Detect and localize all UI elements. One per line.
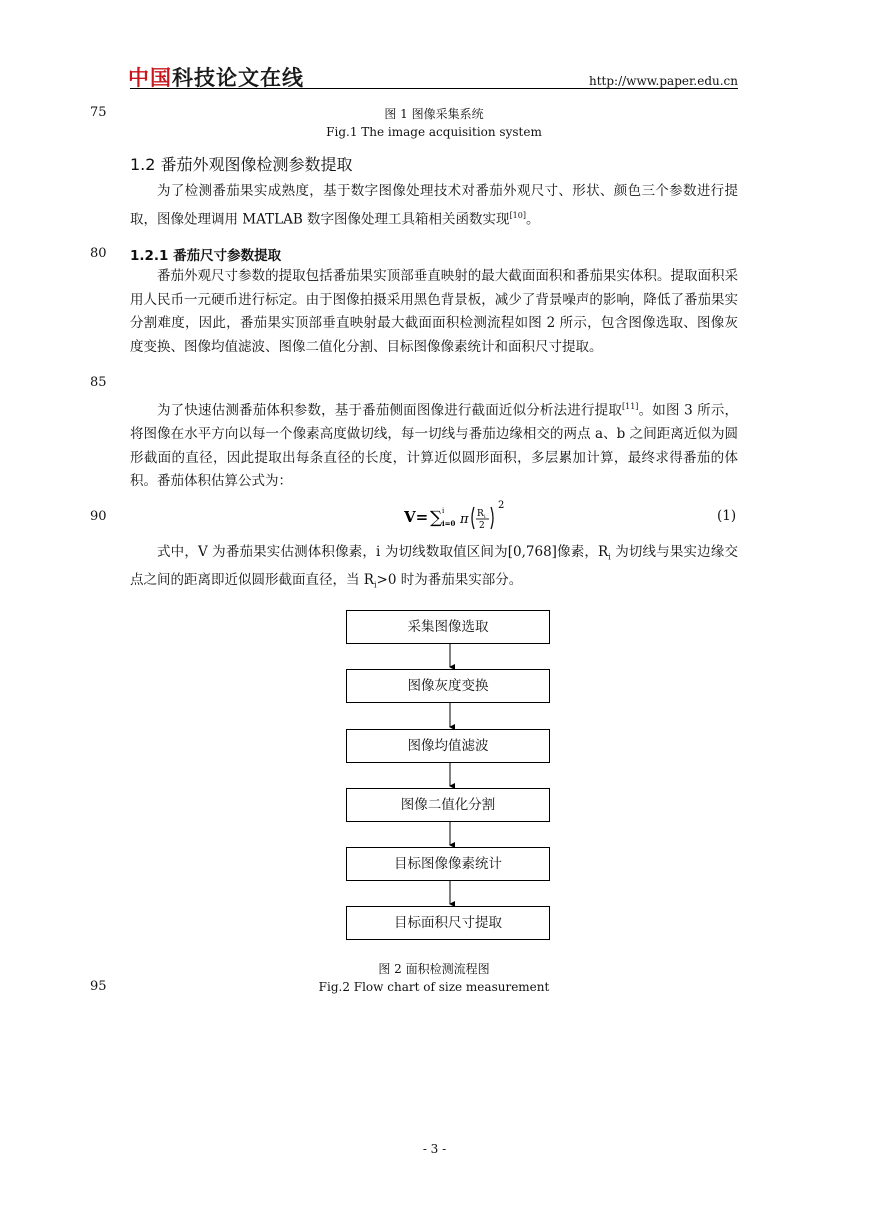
- p2-text-a: 为了快速估测番茄体积参数，基于番茄侧面图像进行截面近似分析法进行提取: [157, 402, 622, 419]
- figure2-caption-en: Fig.2 Flow chart of size measurement: [318, 980, 550, 994]
- logo-red-text: 中国: [128, 66, 172, 90]
- formula-numerator: R: [477, 509, 484, 519]
- page-number: - 3 -: [422, 1142, 447, 1156]
- formula-numerator-sub: i: [484, 514, 486, 520]
- flowchart-step: 目标面积尺寸提取: [346, 906, 550, 940]
- citation-ref: [11]: [622, 402, 639, 411]
- figure1-caption-en: Fig.1 The image acquisition system: [326, 125, 542, 139]
- line-number: 75: [90, 105, 107, 120]
- figure2-caption-cn: 图 2 面积检测流程图: [378, 962, 490, 976]
- paragraph-2: [130, 395, 738, 494]
- equation-number: (1): [717, 508, 737, 524]
- subscript-i: i: [608, 552, 611, 562]
- flowchart-step: 采集图像选取: [346, 610, 550, 644]
- line-number: 85: [90, 375, 107, 390]
- flowchart-step: 图像二值化分割: [346, 788, 550, 822]
- p3-text-c: >0 时为番茄果实部分。: [376, 572, 523, 589]
- flowchart-step: 图像均值滤波: [346, 729, 550, 763]
- line-number: 80: [90, 246, 107, 261]
- formula-right-paren: [491, 507, 493, 529]
- line-number: 90: [90, 509, 107, 524]
- p2-text-b: 。如图 3 所示，将图像在水平方向以每一个像素高度做切线，每一切线与番茄边缘相交的两点 a、b 之间距离近似为圆形截面的直径，因此提取出每条直径的长度，计算近似圆形面积，多层累加计算，最终求得番茄的体积。番茄体积估算公式为：: [130, 402, 739, 489]
- flowchart-step: 图像灰度变换: [346, 669, 550, 703]
- volume-formula: [404, 498, 514, 538]
- intro-end: 。: [525, 211, 540, 227]
- formula-power: 2: [498, 500, 505, 511]
- logo-black-text: 科技论文在线: [172, 66, 304, 90]
- formula-sum-sup: i: [442, 507, 445, 515]
- subscript-i: i: [373, 580, 377, 590]
- formula-lhs: V=: [404, 508, 429, 526]
- section-intro-paragraph: [130, 180, 738, 232]
- subsection-heading: 1.2.1 番茄尺寸参数提取: [130, 248, 282, 264]
- flowchart-arrows: [438, 640, 462, 910]
- paragraph-1: 番茄外观尺寸参数的提取包括番茄果实顶部垂直映射的最大截面面积和番茄果实体积。提取面积采用人民币一元硬币进行标定。由于图像拍摄采用黑色背景板，减少了背景噪声的影响，降低了番茄果实分割难度，因此，番茄果实顶部垂直映射最大截面面积检测流程如图 2 所示，包含图像选取、图像灰度变换、图像均值滤波、图像二值化分割、目标图像像素统计和面积尺寸提取。: [130, 268, 738, 355]
- figure1-caption-cn: 图 1 图像采集系统: [384, 107, 484, 121]
- flowchart-step: 目标图像像素统计: [346, 847, 550, 881]
- section-heading: 1.2 番茄外观图像检测参数提取: [130, 155, 353, 174]
- header-rule: [130, 88, 738, 89]
- formula-pi: π: [460, 512, 469, 527]
- intro-text: 为了检测番茄果实成熟度，基于数字图像处理技术对番茄外观尺寸、形状、颜色三个参数进行提取，图像处理调用 MATLAB 数字图像处理工具箱相关函数实现: [130, 183, 738, 227]
- citation-ref: [10]: [509, 210, 526, 220]
- line-number: 95: [90, 979, 107, 994]
- header-url[interactable]: http://www.paper.edu.cn: [588, 74, 738, 88]
- formula-graphic: [404, 498, 514, 534]
- p3-text-b: 为切线与果实边缘交点之间的距离即近似圆形截面直径，当 R: [130, 544, 738, 589]
- paragraph-3: [130, 541, 738, 597]
- formula-sum: ∑: [430, 508, 443, 528]
- formula-denominator: 2: [479, 521, 485, 531]
- p3-text-a: 式中，V 为番茄果实估测体积像素，i 为切线数取值区间为[0,768]像素，R: [157, 544, 609, 560]
- formula-left-paren: [472, 507, 474, 529]
- formula-sum-sub: i=0: [442, 519, 456, 528]
